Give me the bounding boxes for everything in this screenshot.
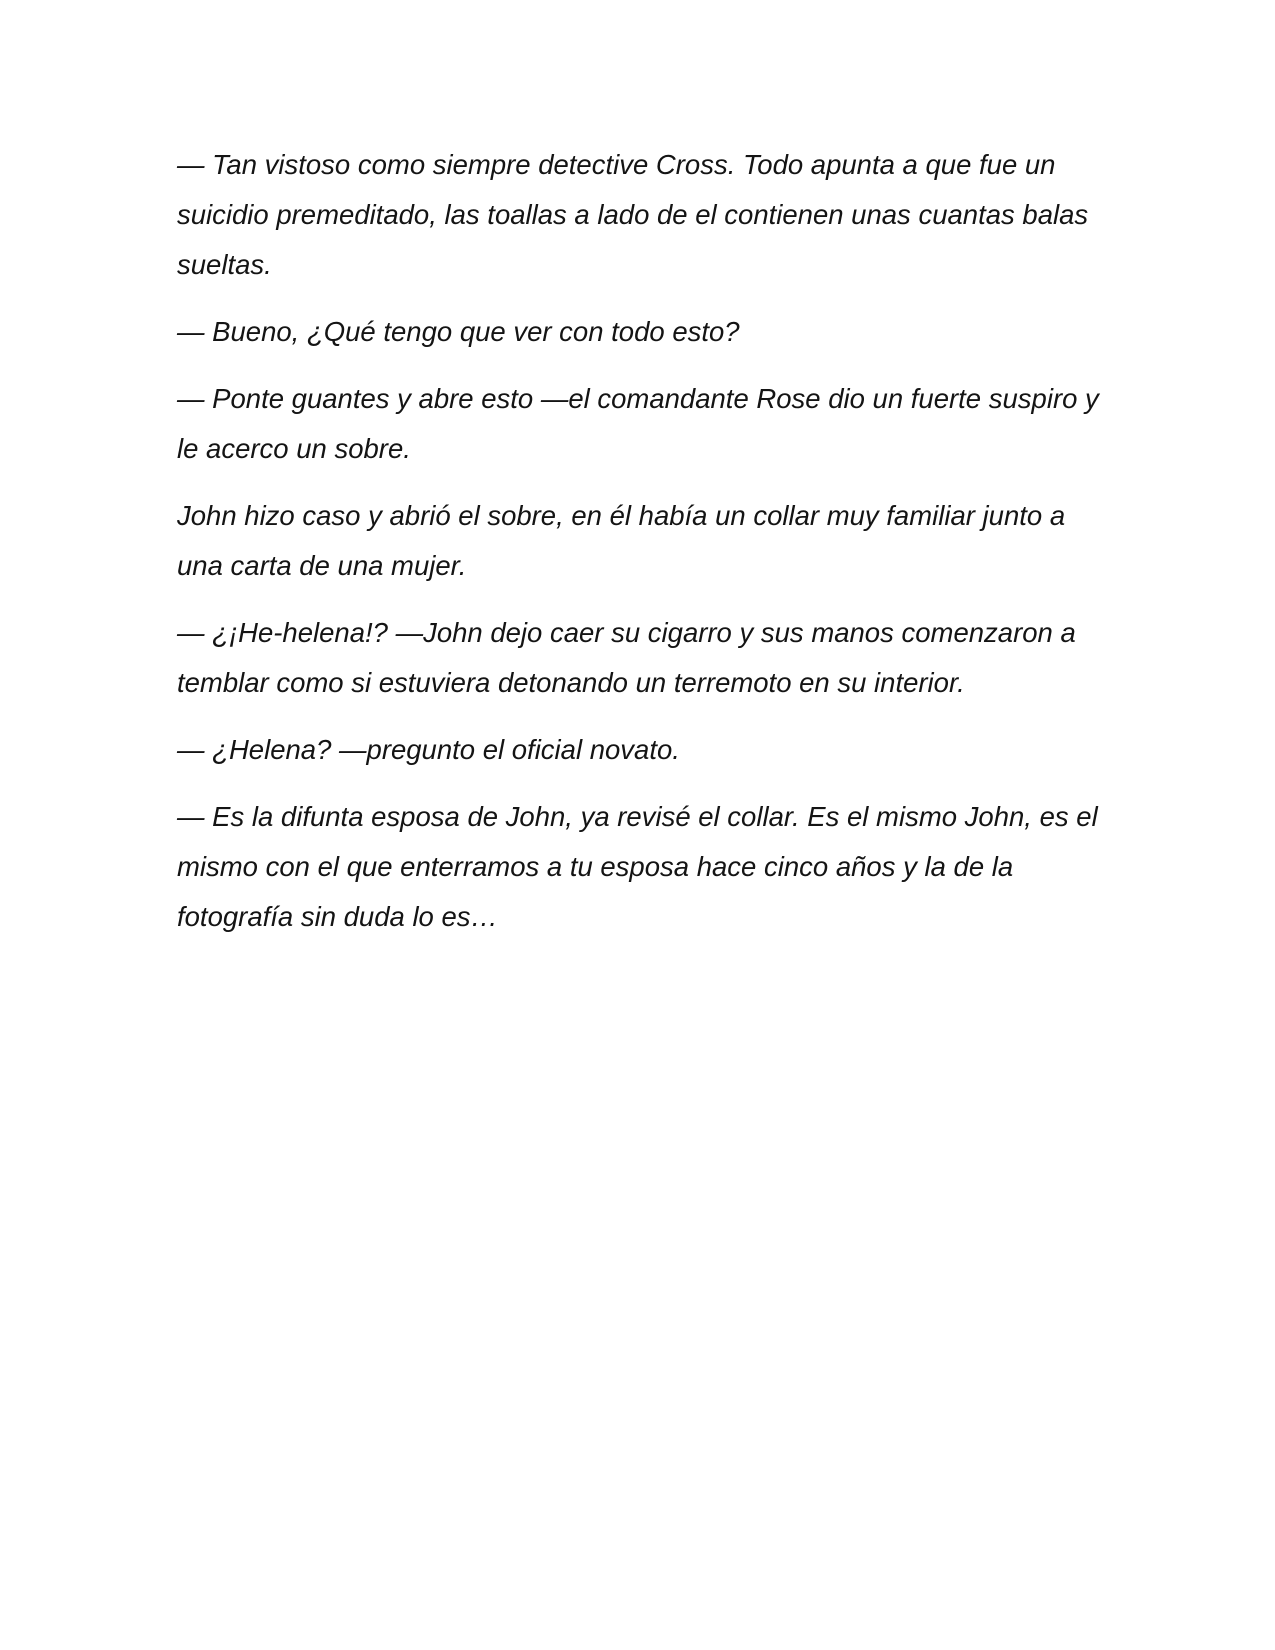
paragraph: John hizo caso y abrió el sobre, en él había un collar muy familiar junto a una carta de una mujer. <box>177 500 1066 581</box>
paragraph: — ¿¡He-helena!? —John dejo caer su cigarro y sus manos comenzaron a temblar como si estuviera detonando un terremoto en su interior. <box>177 617 1076 698</box>
document-body <box>177 140 1107 959</box>
paragraph: — Ponte guantes y abre esto —el comandante Rose dio un fuerte suspiro y le acerco un sobre. <box>177 383 1099 464</box>
paragraph: — Tan vistoso como siempre detective Cross. Todo apunta a que fue un suicidio premeditado, las toallas a lado de el contienen unas cuantas balas sueltas. <box>177 149 1089 280</box>
paragraph: — Es la difunta esposa de John, ya revisé el collar. Es el mismo John, es el mismo con el que enterramos a tu esposa hace cinco años y la de la fotografía sin duda lo es… <box>177 801 1098 932</box>
paragraph: — ¿Helena? —pregunto el oficial novato. <box>177 734 680 765</box>
paragraph: — Bueno, ¿Qué tengo que ver con todo esto? <box>177 316 740 347</box>
